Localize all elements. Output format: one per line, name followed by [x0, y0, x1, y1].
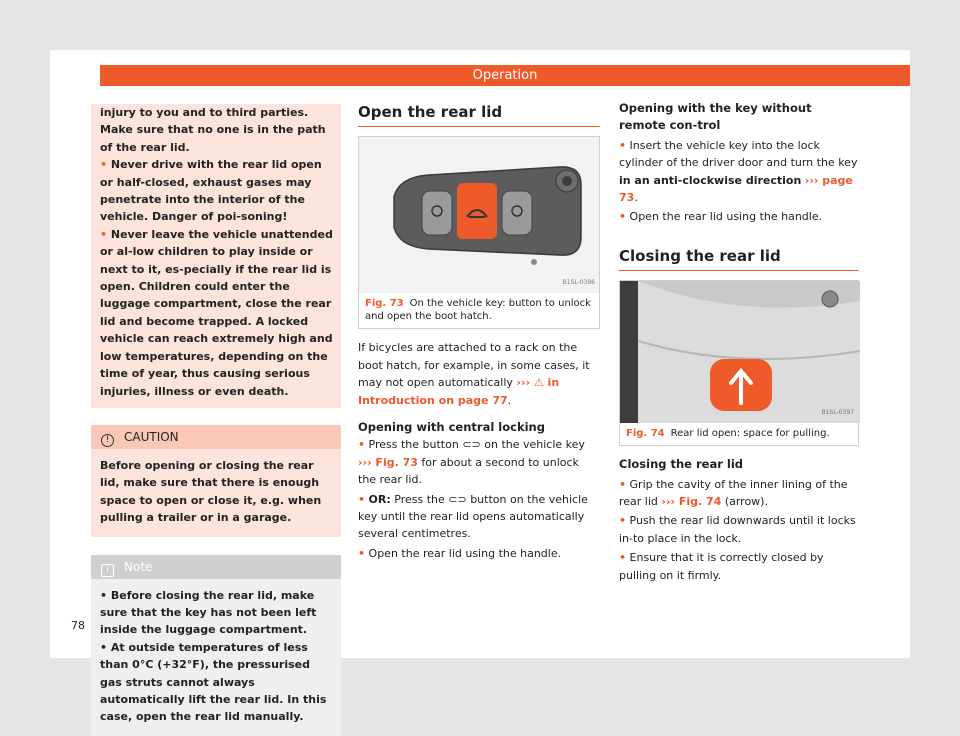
- bullet-icon: •: [619, 514, 627, 528]
- bullet-icon: •: [619, 551, 627, 565]
- figure-code: B1SL-0397: [821, 408, 854, 416]
- caution-icon: !: [101, 434, 114, 447]
- cross-reference-link[interactable]: ››› page 73: [619, 173, 853, 205]
- figure-caption: Fig. 73 On the vehicle key: button to unlock and open the boot hatch.: [365, 298, 591, 323]
- list-item: • Open the rear lid using the handle.: [358, 546, 562, 560]
- warning-text-1: injury to you and to third parties. Make sure that no one is in the path of the rear lid.: [100, 106, 326, 154]
- car-icon: ⊂⊃: [448, 492, 467, 506]
- bullet-icon: •: [358, 546, 366, 560]
- caution-header: [91, 425, 341, 449]
- rear-lid-illustration: [620, 281, 860, 423]
- list-item: • Grip the cavity of the inner lining of the rear lid ››› Fig. 74 (arrow).: [619, 477, 848, 509]
- subheading-closing: Closing the rear lid: [619, 457, 744, 472]
- bullet-icon: •: [100, 158, 108, 172]
- section-title-closing-rear-lid: Closing the rear lid: [619, 248, 859, 271]
- car-icon: ⊂⊃: [462, 438, 481, 452]
- bullet-icon: •: [619, 210, 627, 224]
- column-2: [358, 104, 600, 562]
- caution-text: Before opening or closing the rear lid, make sure that there is enough space to open or close it, e.g. when pulling a trailer or in a garage.: [100, 458, 322, 525]
- note-title: Note: [124, 559, 153, 574]
- bullet-icon: •: [619, 477, 627, 491]
- bullet-icon: •: [358, 438, 366, 452]
- subheading-central-locking: Opening with central locking: [358, 420, 545, 435]
- warning-item-3: • Never leave the vehicle unattended or al-low children to play inside or next to it, es-pecially if the rear lid is open. Children could enter the luggage compartment, close the rear lid and become trapped. A locked vehicle can reach extremely high and low temperatures, depending on the time of year, thus causing serious injuries, illness or even death.: [100, 227, 333, 398]
- vehicle-key-illustration: [359, 137, 599, 293]
- list-item: • Ensure that it is correctly closed by pulling on it firmly.: [619, 551, 824, 582]
- note-header: [91, 555, 341, 579]
- list-item: • Push the rear lid downwards until it locks in-to place in the lock.: [619, 514, 856, 545]
- page: [50, 50, 910, 724]
- section-title-open-rear-lid: Open the rear lid: [358, 104, 600, 127]
- list-item: • Insert the vehicle key into the lock cylinder of the driver door and turn the key in an anti-clockwise direction ››› page 73.: [619, 138, 858, 205]
- warning-item-2: • Never drive with the rear lid open or half-closed, exhaust gases may penetrate into the interior of the vehicle. Danger of poi-soning!: [100, 158, 322, 224]
- caution-box: [91, 425, 341, 537]
- vehicle-key-image: [359, 137, 599, 293]
- figure-caption: Fig. 74 Rear lid open: space for pulling.: [626, 428, 830, 440]
- column-3: [619, 100, 859, 584]
- figure-number: Fig. 74: [626, 428, 665, 440]
- figure-74: [619, 280, 859, 446]
- rear-lid-image: [620, 281, 858, 423]
- list-item: • Open the rear lid using the handle.: [619, 210, 823, 224]
- info-icon: i: [101, 564, 114, 577]
- note-box: [91, 555, 341, 736]
- caution-title: CAUTION: [124, 429, 179, 444]
- note-item: • At outside temperatures of less than 0°C (+32°F), the pressurised gas struts cannot always automatically lift the rear lid. In this case, open the rear lid manually.: [100, 640, 327, 724]
- cross-reference-link[interactable]: ››› Fig. 74: [661, 495, 722, 509]
- figure-code: B1SL-0396: [562, 279, 595, 286]
- bullet-icon: •: [619, 138, 627, 152]
- bullet-icon: •: [358, 492, 366, 506]
- note-item: • Before closing the rear lid, make sure that the key has not been left inside the luggage compartment.: [100, 588, 317, 637]
- subheading-key-without-remote: Opening with the key without remote con-trol: [619, 101, 812, 133]
- warning-box: [91, 104, 341, 408]
- page-header: Operation: [100, 65, 910, 86]
- bullet-icon: •: [100, 227, 108, 241]
- paragraph-bicycles: If bicycles are attached to a rack on the boot hatch, for example, in some cases, it may not open automatically ››› ⚠ in Introduction on page 77.: [358, 341, 590, 407]
- list-item: • Press the button ⊂⊃ on the vehicle key ››› Fig. 73 for about a second to unlock the rear lid.: [358, 438, 585, 487]
- figure-number: Fig. 73: [365, 298, 404, 310]
- note-body: [91, 579, 341, 736]
- column-1: [91, 104, 341, 736]
- cross-reference-link[interactable]: ››› ⚠ in Introduction on page 77: [358, 376, 560, 407]
- list-item: • OR: Press the ⊂⊃ button on the vehicle key until the rear lid opens automatically several centimetres.: [358, 492, 588, 541]
- cross-reference-link[interactable]: ››› Fig. 73: [358, 455, 418, 469]
- figure-73: [358, 136, 600, 329]
- page-number: 78: [71, 619, 85, 632]
